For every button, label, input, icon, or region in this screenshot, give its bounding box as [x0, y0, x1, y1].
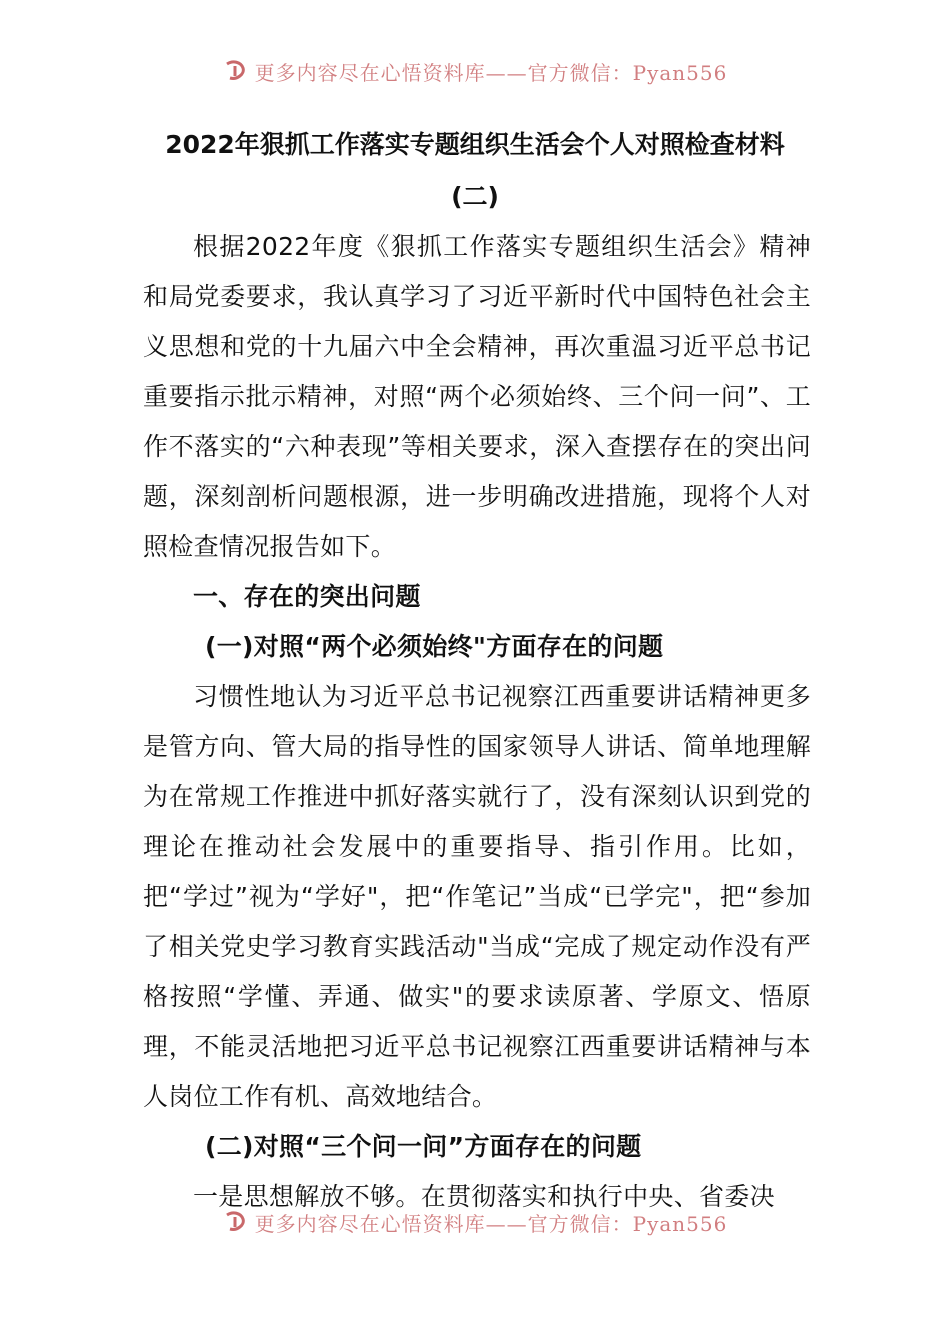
- subsection-paragraph: 一是思想解放不够。在贯彻落实和执行中央、省委决: [193, 1182, 775, 1211]
- document-body: [143, 222, 811, 1222]
- document-title-suffix: (二): [451, 182, 499, 211]
- watermark-footer: [0, 1208, 950, 1236]
- subsection-paragraph: 习惯性地认为习近平总书记视察江西重要讲话精神更多是管方向、管大局的指导性的国家领导人讲话、简单地理解为在常规工作推进中抓好落实就行了，没有深刻认识到党的理论在推动社会发展中的重要指导、指引作用。比如，把“学过”视为“学好"，把“作笔记”当成“已学完"，把“参加了相关党史学习教育实践活动"当成“完成了规定动作没有严格按照“学懂、弄通、做实"的要求读原著、学原文、悟原理，不能灵活地把习近平总书记视察江西重要讲话精神与本人岗位工作有机、高效地结合。: [143, 682, 811, 1111]
- watermark-logo-icon: [223, 1211, 249, 1233]
- subsection-heading: (二)对照“三个问一问”方面存在的问题: [205, 1132, 642, 1161]
- watermark-logo-icon: [223, 60, 249, 82]
- watermark-text: 更多内容尽在心悟资料库——官方微信：Pyan556: [254, 1211, 728, 1236]
- document-title: 2022年狠抓工作落实专题组织生活会个人对照检查材料: [165, 130, 785, 159]
- watermark-header: [0, 57, 950, 85]
- intro-paragraph: 根据2022年度《狠抓工作落实专题组织生活会》精神和局党委要求，我认真学习了习近平新时代中国特色社会主义思想和党的十九届六中全会精神，再次重温习近平总书记重要指示批示精神，对照“两个必须始终、三个问一问”、工作不落实的“六种表现”等相关要求，深入查摆存在的突出问题，深刻剖析问题根源，进一步明确改进措施，现将个人对照检查情况报告如下。: [143, 232, 811, 561]
- subsection-heading: (一)对照“两个必须始终"方面存在的问题: [205, 632, 664, 661]
- section-heading: 一、存在的突出问题: [193, 582, 421, 611]
- watermark-text: 更多内容尽在心悟资料库——官方微信：Pyan556: [254, 60, 728, 85]
